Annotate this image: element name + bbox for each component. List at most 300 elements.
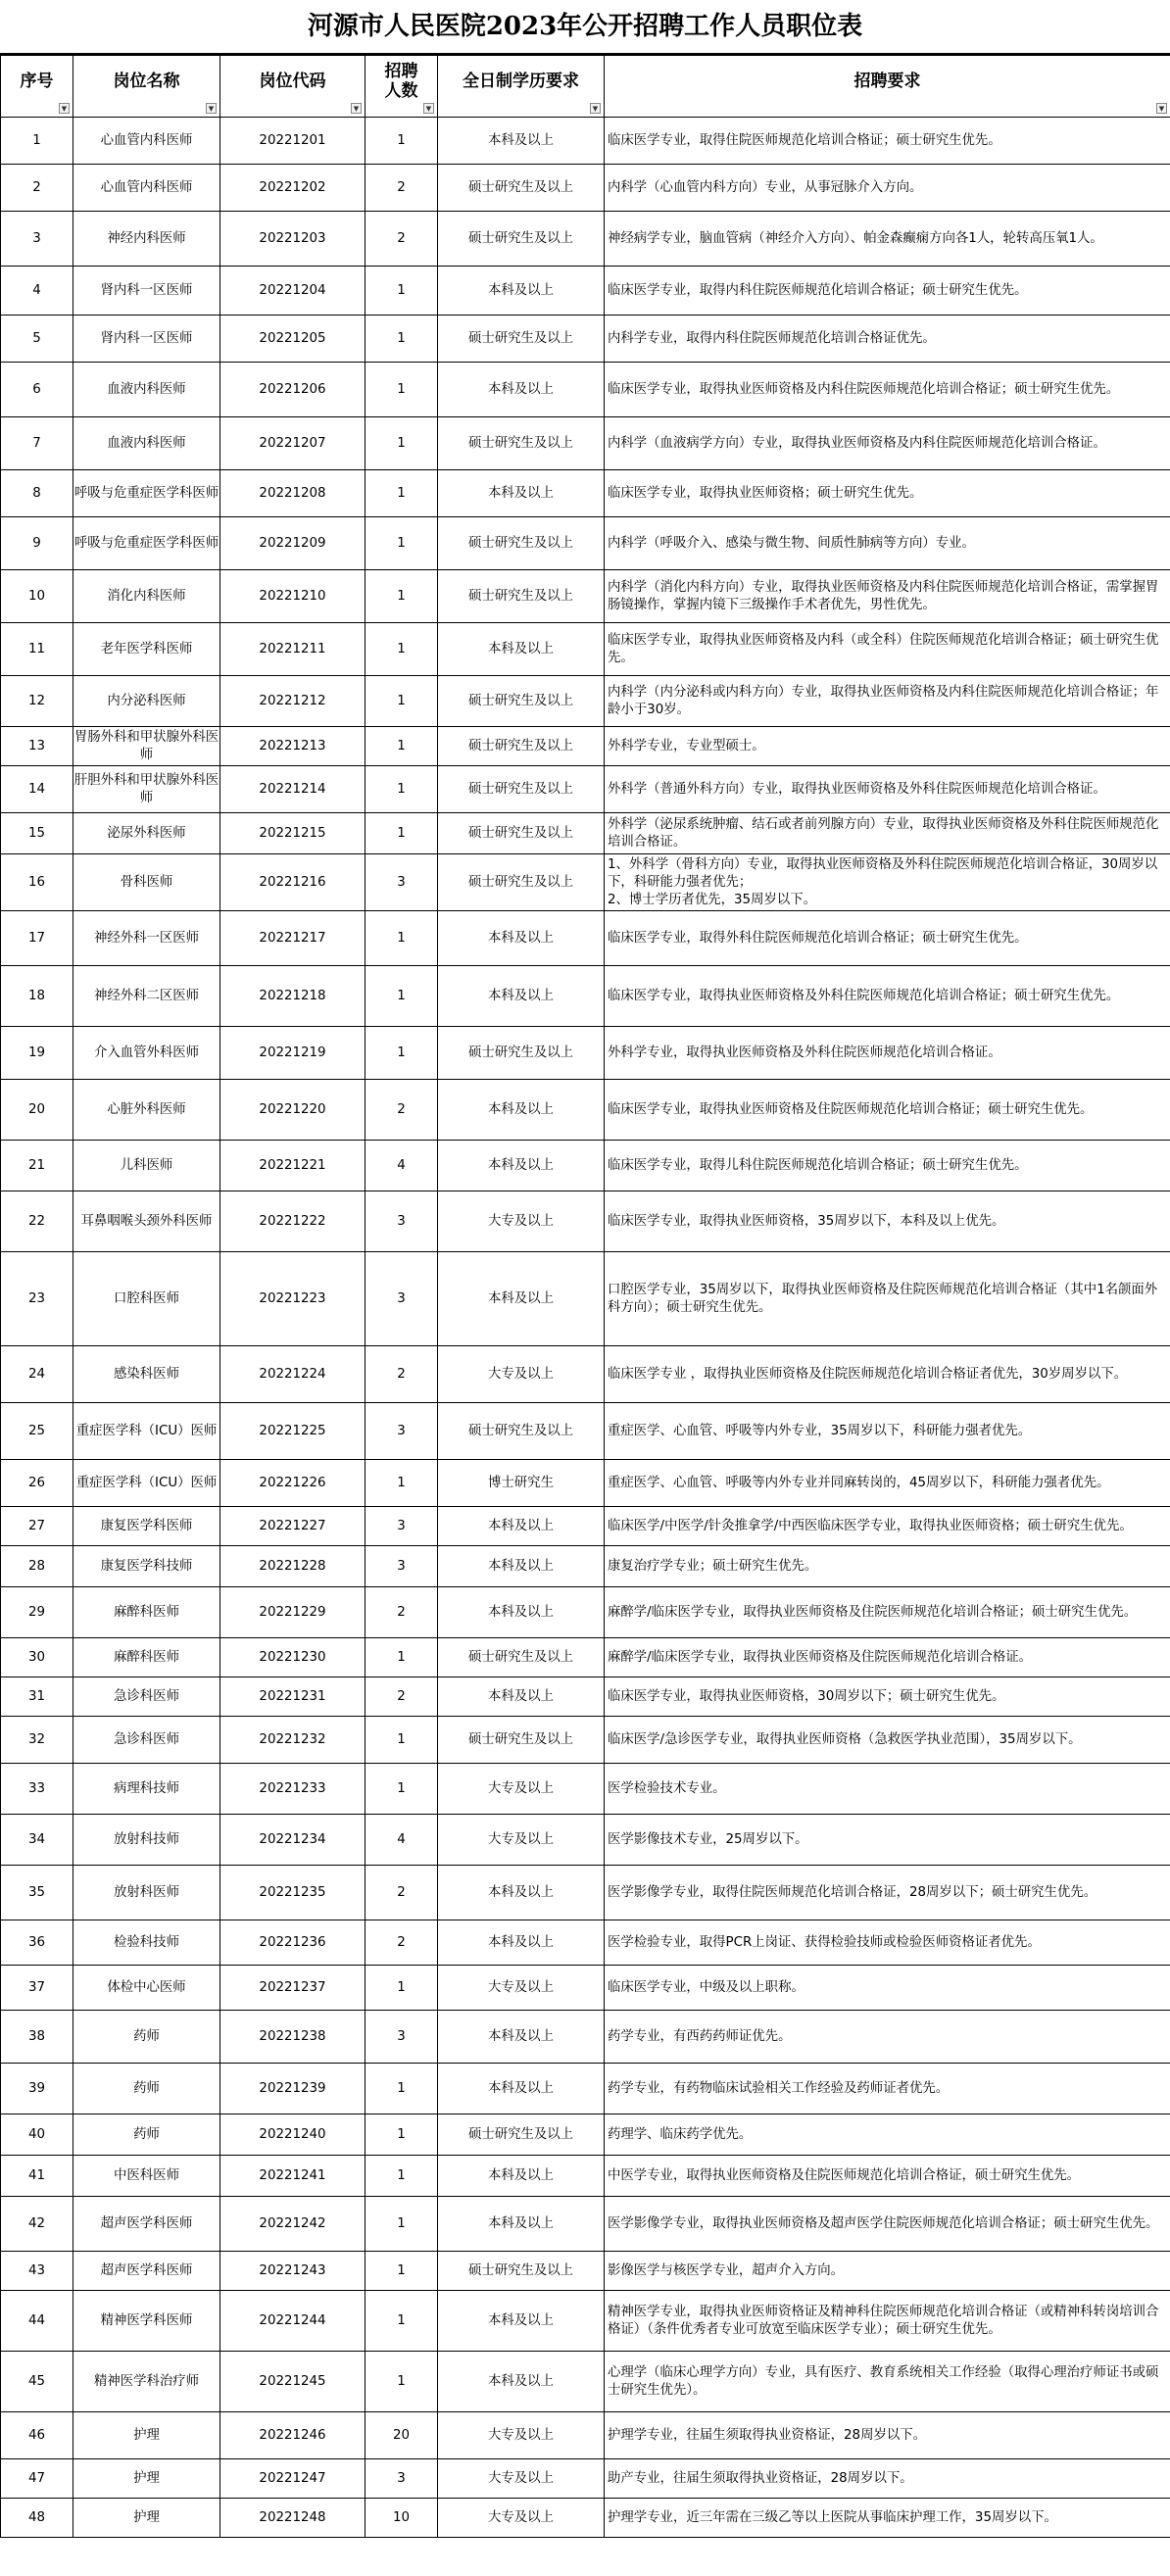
cell-position-code: 20221230 (220, 1638, 366, 1677)
cell-position-name: 介入血管外科医师 (73, 1027, 220, 1080)
cell-seq: 7 (1, 417, 73, 470)
dropdown-filter-icon[interactable]: ▼ (423, 103, 434, 114)
table-row (1, 1027, 1170, 1080)
cell-education: 本科及以上 (438, 1866, 605, 1920)
dropdown-filter-icon[interactable]: ▼ (590, 103, 601, 114)
cell-seq: 3 (1, 212, 73, 267)
header-row (1, 56, 1170, 118)
cell-seq: 22 (1, 1191, 73, 1252)
cell-position-code: 20221220 (220, 1080, 366, 1141)
cell-education: 硕士研究生及以上 (438, 316, 605, 363)
cell-requirements: 中医学专业，取得执业医师资格及住院医师规范化培训合格证，硕士研究生优先。 (605, 2156, 1170, 2197)
table-row (1, 2114, 1170, 2156)
cell-education: 本科及以上 (438, 1587, 605, 1638)
cell-requirements: 护理学专业，往届生须取得执业资格证，28周岁以下。 (605, 2412, 1170, 2459)
cell-position-code: 20221237 (220, 1966, 366, 2011)
cell-seq: 19 (1, 1027, 73, 1080)
cell-requirements: 重症医学、心血管、呼吸等内外专业，35周岁以下，科研能力强者优先。 (605, 1403, 1170, 1460)
cell-seq: 31 (1, 1677, 73, 1717)
cell-position-code: 20221210 (220, 570, 366, 623)
cell-education: 本科及以上 (438, 2156, 605, 2197)
cell-requirements: 1、外科学（骨科方向）专业，取得执业医师资格及外科住院医师规范化培训合格证，30周岁以下，科研能力强者优先； 2、博士学历者优先，35周岁以下。 (605, 854, 1170, 911)
cell-seq: 38 (1, 2011, 73, 2064)
cell-seq: 11 (1, 623, 73, 676)
cell-position-name: 呼吸与危重症医学科医师 (73, 470, 220, 517)
table-row (1, 966, 1170, 1027)
cell-education: 硕士研究生及以上 (438, 417, 605, 470)
job-position-table (0, 55, 1170, 2538)
cell-hire-count: 3 (366, 1252, 438, 1346)
cell-position-name: 中医科医师 (73, 2156, 220, 2197)
cell-hire-count: 3 (366, 2459, 438, 2499)
cell-seq: 14 (1, 766, 73, 813)
header-label: 招聘 人数 (384, 62, 418, 101)
table-row (1, 2412, 1170, 2459)
cell-seq: 28 (1, 1546, 73, 1587)
cell-requirements: 内科学（心血管内科方向）专业，从事冠脉介入方向。 (605, 165, 1170, 212)
cell-position-name: 心血管内科医师 (73, 165, 220, 212)
cell-education: 大专及以上 (438, 1764, 605, 1815)
cell-hire-count: 2 (366, 165, 438, 212)
cell-education: 大专及以上 (438, 2412, 605, 2459)
cell-position-code: 20221239 (220, 2064, 366, 2114)
cell-seq: 18 (1, 966, 73, 1027)
table-row (1, 2499, 1170, 2538)
cell-position-name: 肾内科一区医师 (73, 267, 220, 316)
cell-hire-count: 1 (366, 623, 438, 676)
cell-hire-count: 1 (366, 2114, 438, 2156)
cell-seq: 41 (1, 2156, 73, 2197)
cell-position-code: 20221244 (220, 2291, 366, 2352)
cell-position-code: 20221222 (220, 1191, 366, 1252)
table-row (1, 1546, 1170, 1587)
cell-position-name: 老年医学科医师 (73, 623, 220, 676)
cell-hire-count: 1 (366, 267, 438, 316)
cell-seq: 37 (1, 1966, 73, 2011)
cell-education: 硕士研究生及以上 (438, 1638, 605, 1677)
cell-hire-count: 4 (366, 1141, 438, 1191)
cell-position-name: 药师 (73, 2064, 220, 2114)
cell-requirements: 药学专业，有药物临床试验相关工作经验及药师证者优先。 (605, 2064, 1170, 2114)
cell-requirements: 内科学专业，取得内科住院医师规范化培训合格证优先。 (605, 316, 1170, 363)
cell-position-name: 血液内科医师 (73, 417, 220, 470)
cell-hire-count: 4 (366, 1815, 438, 1866)
table-row (1, 1866, 1170, 1920)
table-row (1, 727, 1170, 766)
cell-hire-count: 1 (366, 727, 438, 766)
table-row (1, 1966, 1170, 2011)
cell-education: 本科及以上 (438, 623, 605, 676)
cell-seq: 30 (1, 1638, 73, 1677)
table-row (1, 1717, 1170, 1764)
cell-seq: 10 (1, 570, 73, 623)
cell-position-name: 重症医学科（ICU）医师 (73, 1403, 220, 1460)
cell-requirements: 临床医学/急诊医学专业，取得执业医师资格（急救医学执业范围），35周岁以下。 (605, 1717, 1170, 1764)
cell-position-name: 呼吸与危重症医学科医师 (73, 517, 220, 570)
cell-seq: 20 (1, 1080, 73, 1141)
table-row (1, 623, 1170, 676)
cell-requirements: 内科学（血液病学方向）专业，取得执业医师资格及内科住院医师规范化培训合格证。 (605, 417, 1170, 470)
table-row (1, 470, 1170, 517)
cell-education: 本科及以上 (438, 1920, 605, 1966)
cell-position-code: 20221212 (220, 676, 366, 727)
cell-hire-count: 3 (366, 1507, 438, 1546)
cell-hire-count: 1 (366, 363, 438, 417)
table-title: 河源市人民医院2023年公开招聘工作人员职位表 (0, 0, 1170, 55)
cell-position-name: 放射科技师 (73, 1815, 220, 1866)
cell-education: 硕士研究生及以上 (438, 2252, 605, 2291)
table-row (1, 2352, 1170, 2412)
table-row (1, 911, 1170, 966)
cell-seq: 43 (1, 2252, 73, 2291)
cell-seq: 21 (1, 1141, 73, 1191)
table-row (1, 417, 1170, 470)
cell-position-code: 20221224 (220, 1346, 366, 1403)
cell-position-code: 20221247 (220, 2459, 366, 2499)
cell-hire-count: 1 (366, 570, 438, 623)
cell-hire-count: 1 (366, 2197, 438, 2252)
cell-position-code: 20221228 (220, 1546, 366, 1587)
cell-position-code: 20221227 (220, 1507, 366, 1546)
cell-position-code: 20221209 (220, 517, 366, 570)
cell-requirements: 口腔医学专业，35周岁以下，取得执业医师资格及住院医师规范化培训合格证（其中1名颌面外科方向）；硕士研究生优先。 (605, 1252, 1170, 1346)
cell-seq: 12 (1, 676, 73, 727)
cell-position-code: 20221248 (220, 2499, 366, 2538)
cell-education: 大专及以上 (438, 1815, 605, 1866)
table-row (1, 1815, 1170, 1866)
cell-education: 本科及以上 (438, 2197, 605, 2252)
cell-position-code: 20221226 (220, 1460, 366, 1507)
cell-position-code: 20221205 (220, 316, 366, 363)
dropdown-filter-icon[interactable]: ▼ (59, 103, 70, 114)
cell-seq: 25 (1, 1403, 73, 1460)
header-label: 全日制学历要求 (463, 72, 579, 91)
cell-position-name: 泌尿外科医师 (73, 813, 220, 854)
table-row (1, 2459, 1170, 2499)
cell-education: 本科及以上 (438, 118, 605, 165)
cell-hire-count: 1 (366, 2252, 438, 2291)
cell-position-name: 神经外科二区医师 (73, 966, 220, 1027)
table-row (1, 2156, 1170, 2197)
cell-position-name: 超声医学科医师 (73, 2252, 220, 2291)
cell-education: 本科及以上 (438, 1546, 605, 1587)
table-row (1, 1587, 1170, 1638)
cell-seq: 36 (1, 1920, 73, 1966)
cell-hire-count: 1 (366, 2156, 438, 2197)
cell-hire-count: 2 (366, 1587, 438, 1638)
table-row (1, 1346, 1170, 1403)
cell-hire-count: 1 (366, 2291, 438, 2352)
cell-requirements: 外科学专业，取得执业医师资格及外科住院医师规范化培训合格证。 (605, 1027, 1170, 1080)
cell-position-code: 20221236 (220, 1920, 366, 1966)
cell-position-name: 神经内科医师 (73, 212, 220, 267)
table-row (1, 2291, 1170, 2352)
cell-seq: 29 (1, 1587, 73, 1638)
table-row (1, 676, 1170, 727)
cell-requirements: 康复治疗学专业；硕士研究生优先。 (605, 1546, 1170, 1587)
cell-position-name: 病理科技师 (73, 1764, 220, 1815)
cell-seq: 13 (1, 727, 73, 766)
table-header (1, 56, 1170, 118)
cell-hire-count: 3 (366, 1191, 438, 1252)
cell-education: 大专及以上 (438, 2459, 605, 2499)
cell-requirements: 医学检验专业，取得PCR上岗证、获得检验技师或检验医师资格证者优先。 (605, 1920, 1170, 1966)
cell-requirements: 临床医学专业，取得执业医师资格；硕士研究生优先。 (605, 470, 1170, 517)
dropdown-filter-icon[interactable]: ▼ (1156, 103, 1167, 114)
table-row (1, 854, 1170, 911)
cell-position-name: 检验科技师 (73, 1920, 220, 1966)
cell-position-code: 20221245 (220, 2352, 366, 2412)
table-row (1, 267, 1170, 316)
cell-hire-count: 1 (366, 118, 438, 165)
cell-requirements: 临床医学专业，取得执业医师资格及内科（或全科）住院医师规范化培训合格证；硕士研究生优先。 (605, 623, 1170, 676)
cell-education: 本科及以上 (438, 966, 605, 1027)
cell-hire-count: 1 (366, 1966, 438, 2011)
table-row (1, 1764, 1170, 1815)
cell-requirements: 重症医学、心血管、呼吸等内外专业并同麻转岗的，45周岁以下，科研能力强者优先。 (605, 1460, 1170, 1507)
cell-position-name: 肾内科一区医师 (73, 316, 220, 363)
cell-education: 本科及以上 (438, 1141, 605, 1191)
cell-hire-count: 3 (366, 1546, 438, 1587)
cell-education: 硕士研究生及以上 (438, 813, 605, 854)
cell-hire-count: 2 (366, 1080, 438, 1141)
cell-position-name: 精神医学科医师 (73, 2291, 220, 2352)
cell-position-name: 骨科医师 (73, 854, 220, 911)
cell-position-code: 20221223 (220, 1252, 366, 1346)
cell-education: 本科及以上 (438, 1507, 605, 1546)
cell-position-code: 20221204 (220, 267, 366, 316)
cell-hire-count: 2 (366, 1920, 438, 1966)
table-row (1, 1191, 1170, 1252)
cell-seq: 4 (1, 267, 73, 316)
cell-position-name: 胃肠外科和甲状腺外科医师 (73, 727, 220, 766)
cell-hire-count: 1 (366, 1717, 438, 1764)
cell-requirements: 内科学（消化内科方向）专业，取得执业医师资格及内科住院医师规范化培训合格证，需掌握胃肠镜操作，掌握内镜下三级操作手术者优先，男性优先。 (605, 570, 1170, 623)
cell-requirements: 药理学、临床药学优先。 (605, 2114, 1170, 2156)
cell-position-code: 20221243 (220, 2252, 366, 2291)
cell-requirements: 临床医学专业，取得住院医师规范化培训合格证；硕士研究生优先。 (605, 118, 1170, 165)
cell-hire-count: 1 (366, 1027, 438, 1080)
cell-hire-count: 1 (366, 966, 438, 1027)
cell-requirements: 内科学（呼吸介入、感染与微生物、间质性肺病等方向）专业。 (605, 517, 1170, 570)
cell-position-code: 20221211 (220, 623, 366, 676)
cell-education: 本科及以上 (438, 1080, 605, 1141)
cell-position-code: 20221207 (220, 417, 366, 470)
cell-hire-count: 1 (366, 766, 438, 813)
cell-position-name: 护理 (73, 2459, 220, 2499)
cell-position-name: 感染科医师 (73, 1346, 220, 1403)
cell-hire-count: 10 (366, 2499, 438, 2538)
header-position-name (73, 56, 220, 118)
dropdown-filter-icon[interactable]: ▼ (351, 103, 362, 114)
cell-hire-count: 1 (366, 316, 438, 363)
cell-seq: 9 (1, 517, 73, 570)
cell-seq: 35 (1, 1866, 73, 1920)
cell-hire-count: 1 (366, 2064, 438, 2114)
cell-position-code: 20221246 (220, 2412, 366, 2459)
header-education (438, 56, 605, 118)
cell-position-code: 20221221 (220, 1141, 366, 1191)
cell-education: 本科及以上 (438, 363, 605, 417)
cell-seq: 45 (1, 2352, 73, 2412)
cell-requirements: 麻醉学/临床医学专业，取得执业医师资格及住院医师规范化培训合格证；硕士研究生优先。 (605, 1587, 1170, 1638)
cell-position-name: 内分泌科医师 (73, 676, 220, 727)
cell-position-name: 重症医学科（ICU）医师 (73, 1460, 220, 1507)
cell-seq: 47 (1, 2459, 73, 2499)
header-position-code (220, 56, 366, 118)
cell-requirements: 外科学（普通外科方向）专业，取得执业医师资格及外科住院医师规范化培训合格证。 (605, 766, 1170, 813)
cell-education: 硕士研究生及以上 (438, 2114, 605, 2156)
cell-education: 硕士研究生及以上 (438, 1027, 605, 1080)
header-requirements (605, 56, 1170, 118)
cell-requirements: 临床医学专业，取得执业医师资格及住院医师规范化培训合格证；硕士研究生优先。 (605, 1080, 1170, 1141)
cell-hire-count: 2 (366, 1346, 438, 1403)
cell-hire-count: 1 (366, 417, 438, 470)
cell-position-code: 20221231 (220, 1677, 366, 1717)
cell-requirements: 临床医学专业，取得执业医师资格及外科住院医师规范化培训合格证；硕士研究生优先。 (605, 966, 1170, 1027)
cell-seq: 34 (1, 1815, 73, 1866)
cell-hire-count: 1 (366, 911, 438, 966)
cell-position-code: 20221225 (220, 1403, 366, 1460)
cell-requirements: 外科学专业，专业型硕士。 (605, 727, 1170, 766)
cell-education: 大专及以上 (438, 2499, 605, 2538)
cell-education: 硕士研究生及以上 (438, 1403, 605, 1460)
cell-requirements: 医学检验技术专业。 (605, 1764, 1170, 1815)
cell-requirements: 麻醉学/临床医学专业，取得执业医师资格及住院医师规范化培训合格证。 (605, 1638, 1170, 1677)
cell-position-code: 20221219 (220, 1027, 366, 1080)
cell-position-name: 超声医学科医师 (73, 2197, 220, 2252)
table-row (1, 517, 1170, 570)
cell-position-code: 20221201 (220, 118, 366, 165)
header-seq (1, 56, 73, 118)
cell-hire-count: 1 (366, 813, 438, 854)
cell-position-name: 护理 (73, 2412, 220, 2459)
cell-position-name: 放射科医师 (73, 1866, 220, 1920)
table-row (1, 1403, 1170, 1460)
cell-education: 硕士研究生及以上 (438, 854, 605, 911)
table-row (1, 2064, 1170, 2114)
table-row (1, 813, 1170, 854)
cell-seq: 1 (1, 118, 73, 165)
cell-education: 硕士研究生及以上 (438, 570, 605, 623)
cell-position-name: 康复医学科医师 (73, 1507, 220, 1546)
header-hire-count (366, 56, 438, 118)
cell-position-code: 20221242 (220, 2197, 366, 2252)
cell-hire-count: 3 (366, 2011, 438, 2064)
cell-seq: 32 (1, 1717, 73, 1764)
cell-seq: 40 (1, 2114, 73, 2156)
cell-position-code: 20221238 (220, 2011, 366, 2064)
cell-seq: 23 (1, 1252, 73, 1346)
cell-position-name: 急诊科医师 (73, 1717, 220, 1764)
cell-education: 本科及以上 (438, 470, 605, 517)
cell-requirements: 临床医学专业，中级及以上职称。 (605, 1966, 1170, 2011)
cell-seq: 26 (1, 1460, 73, 1507)
table-row (1, 118, 1170, 165)
cell-seq: 2 (1, 165, 73, 212)
cell-education: 博士研究生 (438, 1460, 605, 1507)
table-row (1, 212, 1170, 267)
cell-education: 硕士研究生及以上 (438, 212, 605, 267)
cell-seq: 46 (1, 2412, 73, 2459)
cell-requirements: 临床医学专业，取得执业医师资格，35周岁以下，本科及以上优先。 (605, 1191, 1170, 1252)
cell-education: 硕士研究生及以上 (438, 766, 605, 813)
cell-requirements: 医学影像学专业，取得执业医师资格及超声医学住院医师规范化培训合格证；硕士研究生优先。 (605, 2197, 1170, 2252)
cell-requirements: 影像医学与核医学专业，超声介入方向。 (605, 2252, 1170, 2291)
cell-education: 硕士研究生及以上 (438, 1717, 605, 1764)
table-row (1, 1141, 1170, 1191)
cell-position-code: 20221235 (220, 1866, 366, 1920)
cell-education: 本科及以上 (438, 2064, 605, 2114)
cell-requirements: 临床医学专业，取得儿科住院医师规范化培训合格证；硕士研究生优先。 (605, 1141, 1170, 1191)
cell-education: 本科及以上 (438, 1252, 605, 1346)
header-label: 岗位名称 (113, 72, 180, 91)
cell-position-name: 体检中心医师 (73, 1966, 220, 2011)
table-row (1, 2252, 1170, 2291)
cell-education: 本科及以上 (438, 2352, 605, 2412)
cell-position-name: 口腔科医师 (73, 1252, 220, 1346)
cell-hire-count: 1 (366, 1638, 438, 1677)
cell-hire-count: 1 (366, 517, 438, 570)
cell-seq: 5 (1, 316, 73, 363)
cell-position-code: 20221234 (220, 1815, 366, 1866)
cell-position-name: 麻醉科医师 (73, 1587, 220, 1638)
cell-position-code: 20221241 (220, 2156, 366, 2197)
cell-hire-count: 3 (366, 1403, 438, 1460)
cell-requirements: 心理学（临床心理学方向）专业，具有医疗、教育系统相关工作经验（取得心理治疗师证书或硕士研究生优先）。 (605, 2352, 1170, 2412)
cell-seq: 33 (1, 1764, 73, 1815)
cell-education: 本科及以上 (438, 267, 605, 316)
cell-position-code: 20221218 (220, 966, 366, 1027)
table-row (1, 2011, 1170, 2064)
cell-position-name: 心脏外科医师 (73, 1080, 220, 1141)
cell-education: 本科及以上 (438, 911, 605, 966)
dropdown-filter-icon[interactable]: ▼ (206, 103, 217, 114)
cell-education: 大专及以上 (438, 1191, 605, 1252)
cell-seq: 15 (1, 813, 73, 854)
cell-seq: 27 (1, 1507, 73, 1546)
table-row (1, 1080, 1170, 1141)
cell-seq: 39 (1, 2064, 73, 2114)
cell-position-name: 心血管内科医师 (73, 118, 220, 165)
cell-seq: 42 (1, 2197, 73, 2252)
cell-position-code: 20221233 (220, 1764, 366, 1815)
cell-seq: 44 (1, 2291, 73, 2352)
cell-hire-count: 1 (366, 1764, 438, 1815)
cell-education: 本科及以上 (438, 2011, 605, 2064)
cell-requirements: 助产专业，往届生须取得执业资格证，28周岁以下。 (605, 2459, 1170, 2499)
cell-requirements: 临床医学专业，取得执业医师资格，30周岁以下；硕士研究生优先。 (605, 1677, 1170, 1717)
cell-position-code: 20221213 (220, 727, 366, 766)
cell-position-name: 麻醉科医师 (73, 1638, 220, 1677)
table-row (1, 766, 1170, 813)
table-row (1, 1252, 1170, 1346)
cell-requirements: 医学影像学专业，取得住院医师规范化培训合格证，28周岁以下；硕士研究生优先。 (605, 1866, 1170, 1920)
cell-seq: 8 (1, 470, 73, 517)
cell-position-code: 20221208 (220, 470, 366, 517)
cell-position-code: 20221217 (220, 911, 366, 966)
cell-position-name: 儿科医师 (73, 1141, 220, 1191)
cell-requirements: 内科学（内分泌科或内科方向）专业，取得执业医师资格及内科住院医师规范化培训合格证；年龄小于30岁。 (605, 676, 1170, 727)
cell-position-code: 20221215 (220, 813, 366, 854)
table-row (1, 1460, 1170, 1507)
cell-requirements: 外科学（泌尿系统肿瘤、结石或者前列腺方向）专业，取得执业医师资格及外科住院医师规范化培训合格证。 (605, 813, 1170, 854)
table-body (1, 118, 1170, 2538)
cell-position-code: 20221206 (220, 363, 366, 417)
cell-requirements: 医学影像技术专业，25周岁以下。 (605, 1815, 1170, 1866)
cell-seq: 6 (1, 363, 73, 417)
cell-position-name: 护理 (73, 2499, 220, 2538)
